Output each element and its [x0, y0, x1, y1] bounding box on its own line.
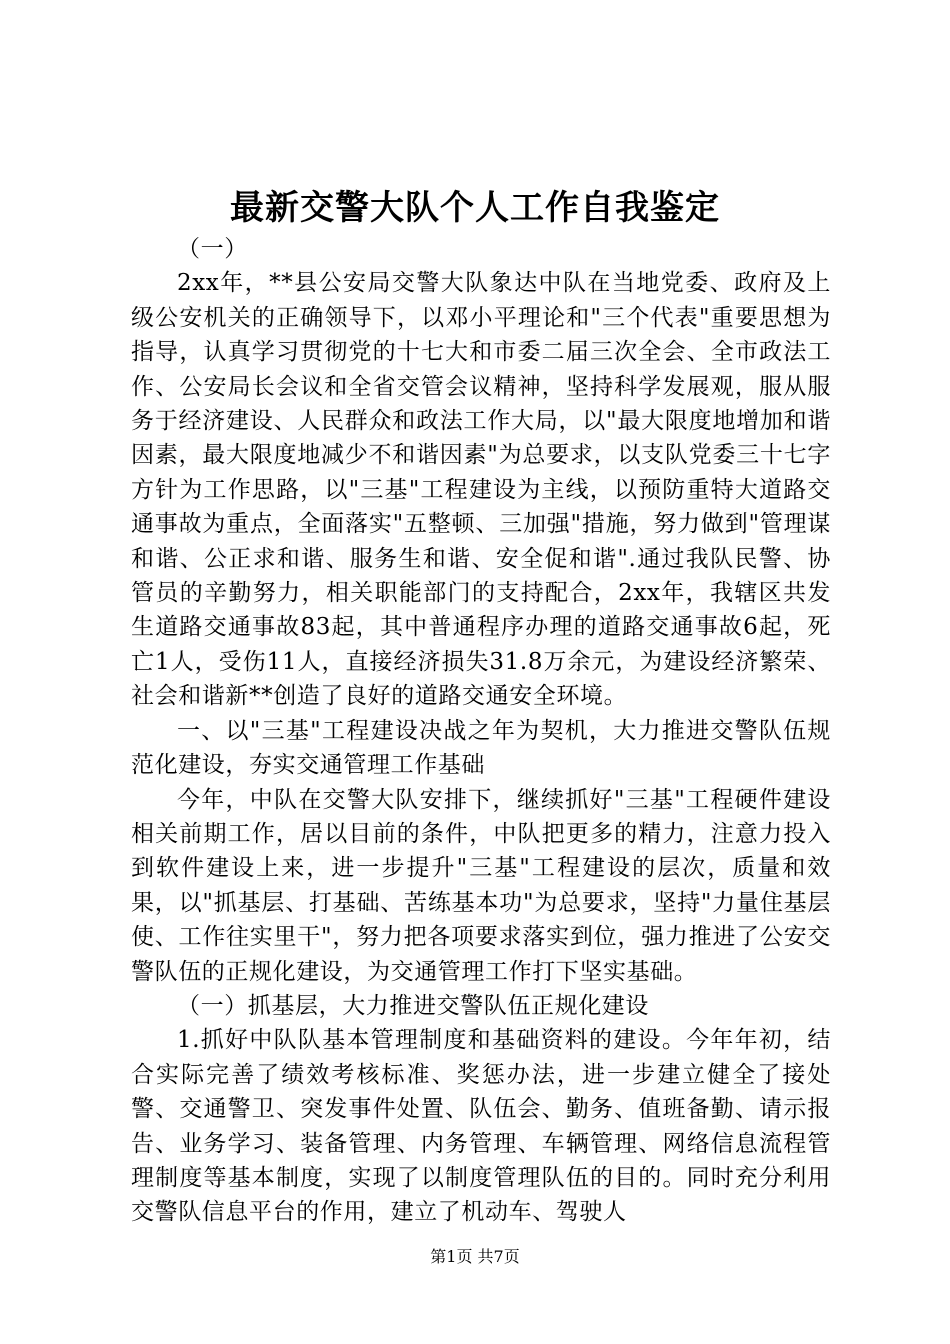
paragraph-body-1: 今年，中队在交警大队安排下，继续抓好"三基"工程硬件建设相关前期工作，居以目前的条件，中队把更多的精力，注意力投入到软件建设上来，进一步提升"三基"工程建设的层次，质量和效果，以"抓基层、打基础、苦练基本功"为总要求，坚持"力量住基层使、工作往实里干"，努力把各项要求落实到位，强力推进了公安交警队伍的正规化建设，为交通管理工作打下坚实基础。 — [131, 786, 831, 985]
paragraph-section-marker: （一） — [177, 236, 248, 262]
page-number-footer: 第1页 共7页 — [430, 1247, 520, 1266]
paragraph-subheading-1: （一）抓基层，大力推进交警队伍正规化建设 — [177, 992, 649, 1019]
paragraph-item-1: 1.抓好中队队基本管理制度和基础资料的建设。今年年初，结合实际完善了绩效考核标准、奖惩办法，进一步建立健全了接处警、交通警卫、突发事件处置、队伍会、勤务、值班备勤、请示报告、业务学习、装备管理、内务管理、车辆管理、网络信息流程管理制度等基本制度，实现了以制度管理队伍的目的。同时充分利用交警队信息平台的作用，建立了机动车、驾驶人 — [131, 1027, 831, 1226]
document-body — [131, 232, 831, 1230]
document-title: 最新交警大队个人工作自我鉴定 — [230, 188, 720, 228]
paragraph-heading-1: 一、以"三基"工程建设决战之年为契机，大力推进交警队伍规范化建设，夯实交通管理工作基础 — [131, 717, 831, 779]
paragraph-summary: 2xx年，**县公安局交警大队象达中队在当地党委、政府及上级公安机关的正确领导下，以邓小平理论和"三个代表"重要思想为指导，认真学习贯彻党的十七大和市委二届三次全会、全市政法工作、公安局长会议和全省交管会议精神，坚持科学发展观，服从服务于经济建设、人民群众和政法工作大局，以"最大限度地增加和谐因素，最大限度地减少不和谐因素"为总要求，以支队党委三十七字方针为工作思路，以"三基"工程建设为主线，以预防重特大道路交通事故为重点，全面落实"五整顿、三加强"措施，努力做到"管理谋和谐、公正求和谐、服务生和谐、安全促和谐".通过我队民警、协管员的辛勤努力，相关职能部门的支持配合，2xx年，我辖区共发生道路交通事故83起，其中普通程序办理的道路交通事故6起，死亡1人，受伤11人，直接经济损失31.8万余元，为建设经济繁荣、社会和谐新**创造了良好的道路交通安全环境。 — [131, 270, 831, 710]
